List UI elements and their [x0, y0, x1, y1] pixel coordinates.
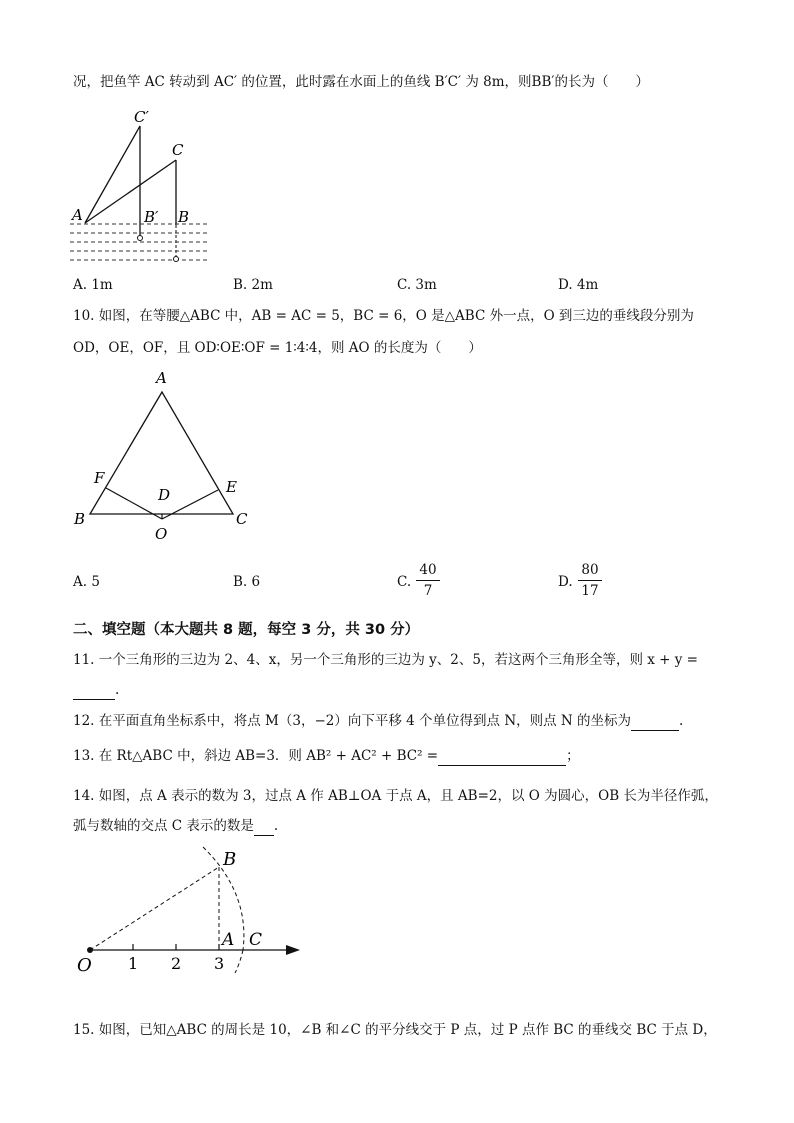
- q10-text-line2: OD，OE，OF，且 OD∶OE∶OF = 1∶4∶4，则 AO 的长度为（ ）: [73, 340, 482, 356]
- q9-text: 况，把鱼竿 AC 转动到 AC′ 的位置，此时露在水面上的鱼线 B′C′ 为 8m，则BB′的长为（ ）: [73, 74, 649, 90]
- fraction-numerator: 80: [581, 562, 599, 578]
- q9-figure: [68, 100, 218, 270]
- q11-answer-line: [73, 680, 119, 700]
- label-b-prime: B′: [144, 208, 159, 226]
- q10-option-c-prefix[interactable]: C.: [397, 574, 412, 590]
- q14-text-line1: 14. 如图，点 A 表示的数为 3，过点 A 作 AB⊥OA 于点 A，且 AB=2，以 O 为圆心，OB 长为半径作弧，: [73, 788, 718, 804]
- label-o: O: [77, 955, 92, 976]
- tick-label-2: 2: [171, 954, 182, 973]
- label-e: E: [226, 478, 237, 496]
- q11-answer-blank[interactable]: [73, 685, 115, 700]
- tick-label-3: 3: [214, 954, 225, 973]
- q13-answer-blank[interactable]: [438, 751, 566, 766]
- q14-end: .: [273, 818, 279, 834]
- q14-line2: [73, 816, 278, 836]
- label-c-prime: C′: [134, 108, 149, 126]
- q10-option-c-fraction: [416, 562, 440, 599]
- q9-option-a[interactable]: A. 1m: [73, 277, 113, 293]
- q14-figure: [75, 845, 310, 975]
- tick-label-1: 1: [128, 954, 139, 973]
- q11-end: .: [115, 682, 120, 698]
- q14-text-line2: 弧与数轴的交点 C 表示的数是: [73, 818, 254, 834]
- label-f: F: [94, 469, 105, 487]
- q10-option-b[interactable]: B. 6: [233, 574, 261, 590]
- q12-text: 12. 在平面直角坐标系中，将点 M（3，−2）向下平移 4 个单位得到点 N，则点 N 的坐标为: [73, 713, 632, 729]
- q10-option-a[interactable]: A. 5: [73, 574, 100, 590]
- section-title: 二、填空题（本大题共 8 题，每空 3 分，共 30 分）: [73, 622, 420, 638]
- label-a: A: [72, 206, 83, 224]
- q12-line: [73, 711, 683, 731]
- label-d: D: [158, 486, 171, 504]
- q9-option-d[interactable]: D. 4m: [558, 277, 599, 293]
- q12-answer-blank[interactable]: [631, 716, 679, 731]
- fraction-numerator: 40: [419, 562, 437, 578]
- fraction-bar: [416, 580, 440, 581]
- label-o: O: [155, 525, 168, 543]
- q9-option-c[interactable]: C. 3m: [397, 277, 437, 293]
- q13-text: 13. 在 Rt△ABC 中，斜边 AB=3．则 AB² + AC² + BC² =: [73, 748, 439, 764]
- q10-option-d-fraction: [578, 562, 602, 599]
- fraction-denominator: 7: [423, 583, 433, 599]
- label-c: C: [172, 141, 184, 159]
- q9-option-b[interactable]: B. 2m: [233, 277, 273, 293]
- q15-text: 15. 如图，已知△ABC 的周长是 10，∠B 和∠C 的平分线交于 P 点，过 P 点作 BC 的垂线交 BC 于点 D，: [73, 1022, 717, 1038]
- fraction-denominator: 17: [581, 583, 599, 599]
- label-b: B: [223, 849, 237, 870]
- q12-end: .: [679, 713, 684, 729]
- q13-line: [73, 746, 580, 766]
- label-b: B: [178, 208, 190, 226]
- label-a: A: [222, 930, 235, 950]
- label-c: C: [236, 510, 248, 528]
- q10-text-line1: 10. 如图，在等腰△ABC 中，AB = AC = 5，BC = 6，O 是△ABC 外一点，O 到三边的垂线段分别为: [73, 308, 694, 324]
- q11-text: 11. 一个三角形的三边为 2、4、x，另一个三角形的三边为 y、2、5，若这两个三角形全等，则 x + y =: [73, 652, 698, 668]
- q14-answer-blank[interactable]: [254, 821, 274, 836]
- label-b: B: [74, 510, 86, 528]
- q13-end: ；: [566, 748, 580, 764]
- q10-option-d-prefix[interactable]: D.: [558, 574, 573, 590]
- label-a: A: [156, 369, 167, 387]
- fraction-bar: [578, 580, 602, 581]
- label-c: C: [249, 930, 263, 950]
- q10-figure: [68, 365, 268, 550]
